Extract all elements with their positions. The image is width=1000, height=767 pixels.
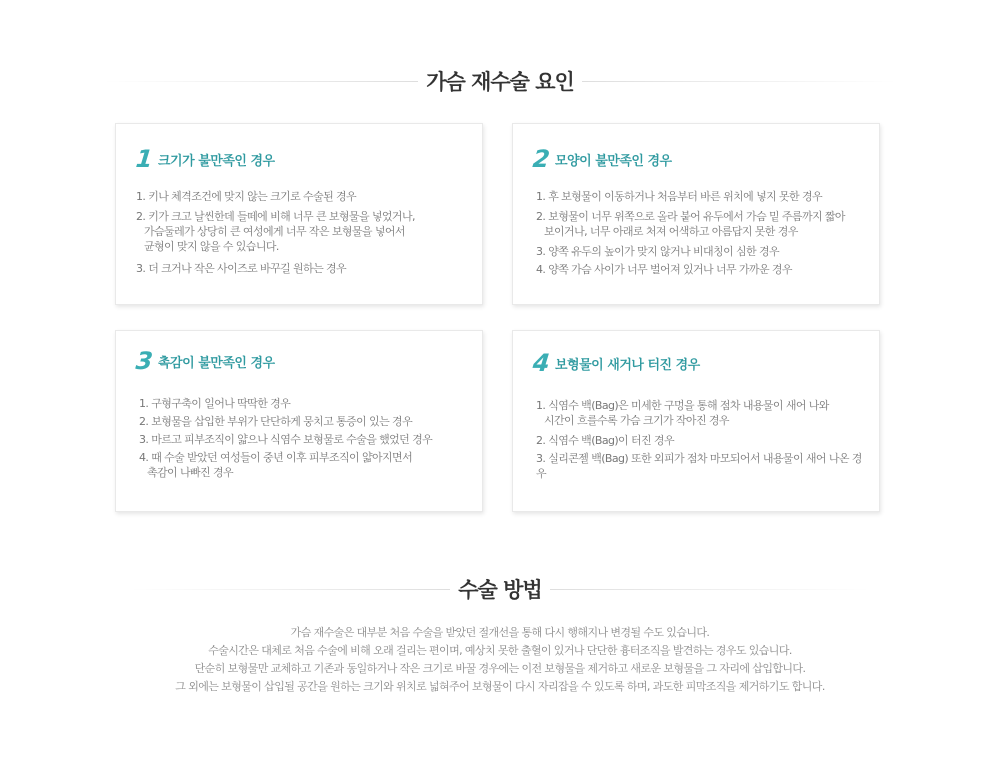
list-item: 3. 더 크거나 작은 사이즈로 바꾸길 원하는 경우 [136,262,347,275]
method-line: 단순히 보형물만 교체하고 기존과 동일하거나 작은 크기로 바꿀 경우에는 이전 보형물을 제거하고 새로운 보형물을 그 자리에 삽입합니다. [194,662,806,675]
reason-list [136,189,472,283]
list-item: 4. 때 수술 받았던 여성들이 중년 이후 피부조직이 얇아지면서 촉감이 나빠진 경우 [139,451,413,479]
number-3-icon: 3 [134,347,155,375]
list-item: 3. 마르고 피부조직이 얇으나 식염수 보형물로 수술을 했었던 경우 [139,433,433,446]
method-section-title [0,574,1000,604]
method-line: 가슴 재수술은 대부분 처음 수술을 받았던 절개선을 통해 다시 행해지나 변경될 수도 있습니다. [290,626,710,639]
title-divider-left [103,81,418,82]
reason-card-shape [512,123,880,305]
card-title: 보형물이 새거나 터진 경우 [555,357,700,373]
number-1-icon: 1 [134,145,155,173]
card-title: 촉감이 불만족인 경우 [158,355,275,371]
card-header [533,351,700,375]
method-line: 그 외에는 보형물이 삽입될 공간을 원하는 크기와 위치로 넓혀주어 보형물이 다시 자리잡을 수 있도록 하며, 과도한 피막조직을 제거하기도 합니다. [175,680,825,693]
method-description [0,624,1000,696]
card-header [136,349,275,373]
reason-card-leak [512,330,880,512]
title-divider-right [582,81,897,82]
number-4-icon: 4 [531,349,552,377]
list-item: 2. 키가 크고 날씬한데 들떼에 비해 너무 큰 보형물을 넣었거나, 가슴둘레가 상당히 큰 여성에게 너무 작은 보형물을 넣어서 균형이 맞지 않을 수 있습니다. [136,210,415,253]
reasons-section-title [0,66,1000,96]
list-item: 1. 식염수 백(Bag)은 미세한 구멍을 통해 점차 내용물이 새어 나와 시간이 흐를수록 가슴 크기가 작아진 경우 [536,399,829,427]
list-item: 4. 양쪽 가슴 사이가 너무 벌어져 있거나 너무 가까운 경우 [536,263,792,276]
list-item: 1. 구형구축이 일어나 딱딱한 경우 [139,397,291,410]
reason-list [536,189,869,284]
card-title: 크기가 불만족인 경우 [158,153,275,169]
title-divider-left [130,589,450,590]
method-line: 수술시간은 대체로 처음 수술에 비해 오래 걸리는 편이며, 예상치 못한 출혈이 있거나 단단한 흉터조직을 발견하는 경우도 있습니다. [208,644,792,657]
number-2-icon: 2 [531,145,552,173]
list-item: 1. 키나 체격조건에 맞지 않는 크기로 수술된 경우 [136,190,357,203]
list-item: 2. 식염수 백(Bag)이 터진 경우 [536,434,674,447]
card-header [533,147,672,171]
title-divider-right [550,589,870,590]
list-item: 3. 양쪽 유두의 높이가 맞지 않거나 비대칭이 심한 경우 [536,245,780,258]
reason-card-texture [115,330,483,512]
reason-card-size [115,123,483,305]
card-title: 모양이 불만족인 경우 [555,153,672,169]
reason-list [536,398,869,488]
list-item: 1. 후 보형물이 이동하거나 처음부터 바른 위치에 넣지 못한 경우 [536,190,823,203]
method-heading: 수술 방법 [458,578,542,602]
list-item: 2. 보형물이 너무 위쪽으로 올라 붙어 유두에서 가슴 밑 주름까지 짧아 보이거나, 너무 아래로 처져 어색하고 아름답지 못한 경우 [536,210,845,238]
list-item: 3. 실리콘젤 백(Bag) 또한 외피가 점차 마모되어서 내용물이 새어 나온 경우 [536,452,862,480]
reasons-heading: 가슴 재수술 요인 [426,70,574,94]
list-item: 2. 보형물을 삽입한 부위가 단단하게 뭉치고 통증이 있는 경우 [139,415,413,428]
card-header [136,147,275,171]
reason-list [139,396,472,487]
